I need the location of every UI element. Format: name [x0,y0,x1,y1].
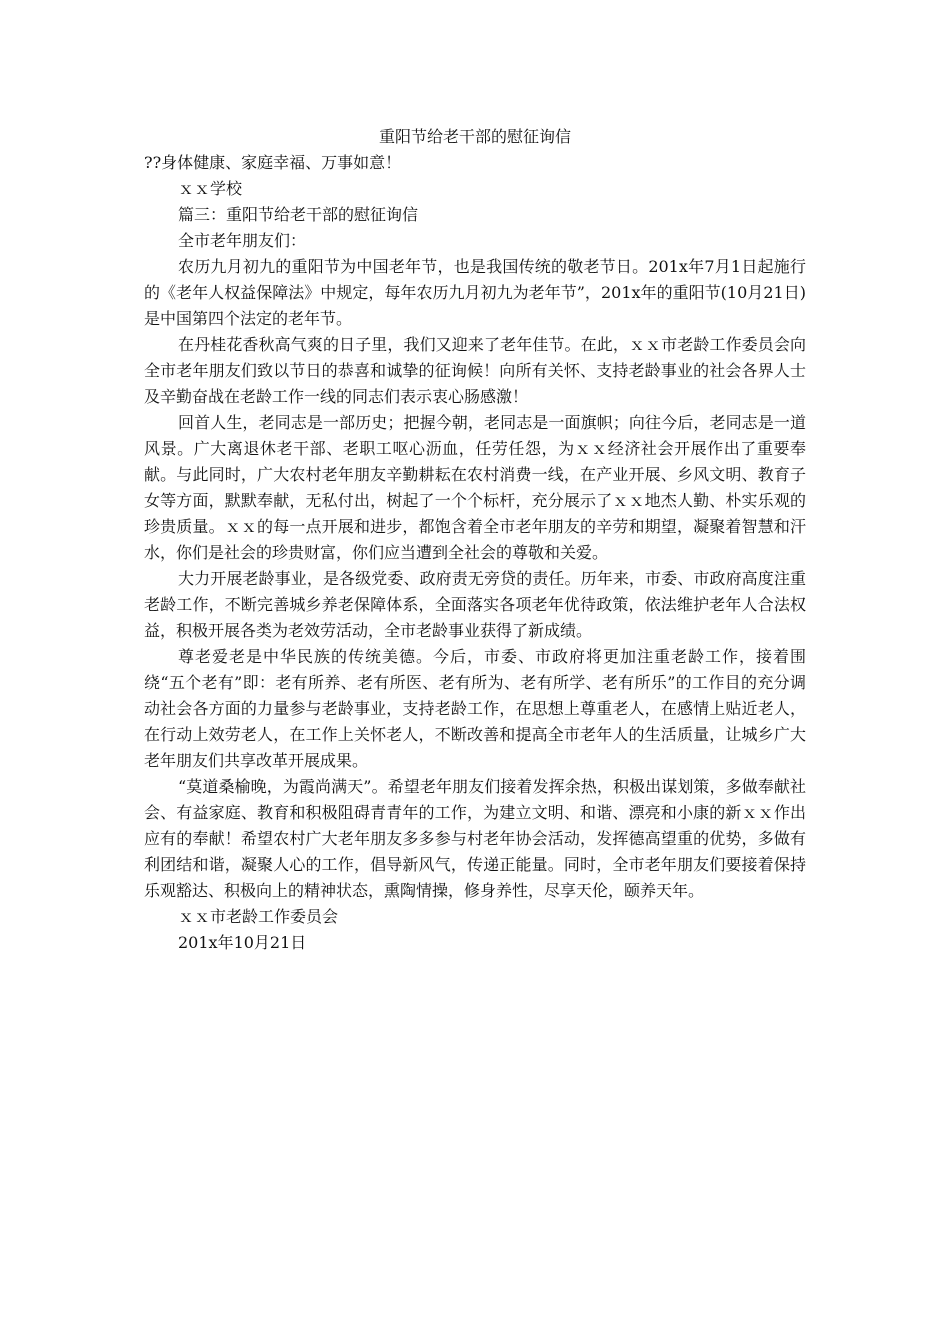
section-heading: 篇三：重阳节给老干部的慰征询信 [178,205,419,224]
signature-date: 201x年10月21日 [178,933,307,952]
document-title: 重阳节给老干部的慰征询信 [378,127,571,146]
body-paragraph-5: 尊老爱老是中华民族的传统美德。今后，市委、市政府将更加注重老龄工作，接着围绕“五个老有”即：老有所养、老有所医、老有所为、老有所学、老有所乐”的工作目的充分调动社会各方面的力量参与老龄事业，支持老龄工作，在思想上尊重老人，在感情上贴近老人，在行动上效劳老人，在工作上关怀老人，不断改善和提高全市老年人的生活质量，让城乡广大老年朋友们共享改革开展成果。 [144,647,806,770]
salutation-line: 全市老年朋友们： [178,231,307,250]
body-paragraph-3: 回首人生，老同志是一部历史；把握今朝，老同志是一面旗帜；向往今后，老同志是一道风景。广大离退休老干部、老职工呕心沥血，任劳任怨，为ｘｘ经济社会开展作出了重要奉献。与此同时，广大农村老年朋友辛勤耕耘在农村消费一线，在产业开展、乡风文明、教育子女等方面，默默奉献，无私付出，树起了一个个标杆，充分展示了ｘｘ地杰人勤、朴实乐观的珍贵质量。ｘｘ的每一点开展和进步，都饱含着全市老年朋友的辛劳和期望，凝聚着智慧和汗水，你们是社会的珍贵财富，你们应当遭到全社会的尊敬和关爱。 [144,413,806,562]
school-signature-line: ｘｘ学校 [178,179,243,198]
signature-organization: ｘｘ市老龄工作委员会 [178,907,339,926]
body-paragraph-6: “莫道桑榆晚，为霞尚满天”。希望老年朋友们接着发挥余热，积极出谋划策，多做奉献社会、有益家庭、教育和积极阻碍青青年的工作，为建立文明、和谐、漂亮和小康的新ｘｘ作出应有的奉献！希望农村广大老年朋友多多参与村老年协会活动，发挥德高望重的优势，多做有利团结和谐，凝聚人心的工作，倡导新风气，传递正能量。同时，全市老年朋友们要接着保持乐观豁达、积极向上的精神状态，熏陶情操，修身养性，尽享天伦，颐养天年。 [144,777,806,900]
body-paragraph-1: 农历九月初九的重阳节为中国老年节，也是我国传统的敬老节日。201x年7月1日起施行的《老年人权益保障法》中规定，每年农历九月初九为老年节”，201x年的重阳节(10月21日)是中国第四个法定的老年节。 [144,257,806,328]
document-page [144,124,806,956]
body-paragraph-2: 在丹桂花香秋高气爽的日子里，我们又迎来了老年佳节。在此，ｘｘ市老龄工作委员会向全市老年朋友们致以节日的恭喜和诚挚的征询候！向所有关怀、支持老龄事业的社会各界人士及辛勤奋战在老龄工作一线的同志们表示衷心肠感激！ [144,335,806,406]
body-paragraph-4: 大力开展老龄事业，是各级党委、政府责无旁贷的责任。历年来，市委、市政府高度注重老龄工作，不断完善城乡养老保障体系，全面落实各项老年优待政策，依法维护老年人合法权益，积极开展各类为老效劳活动，全市老龄事业获得了新成绩。 [144,569,806,640]
greeting-tail-line: ??身体健康、家庭幸福、万事如意！ [144,153,402,172]
